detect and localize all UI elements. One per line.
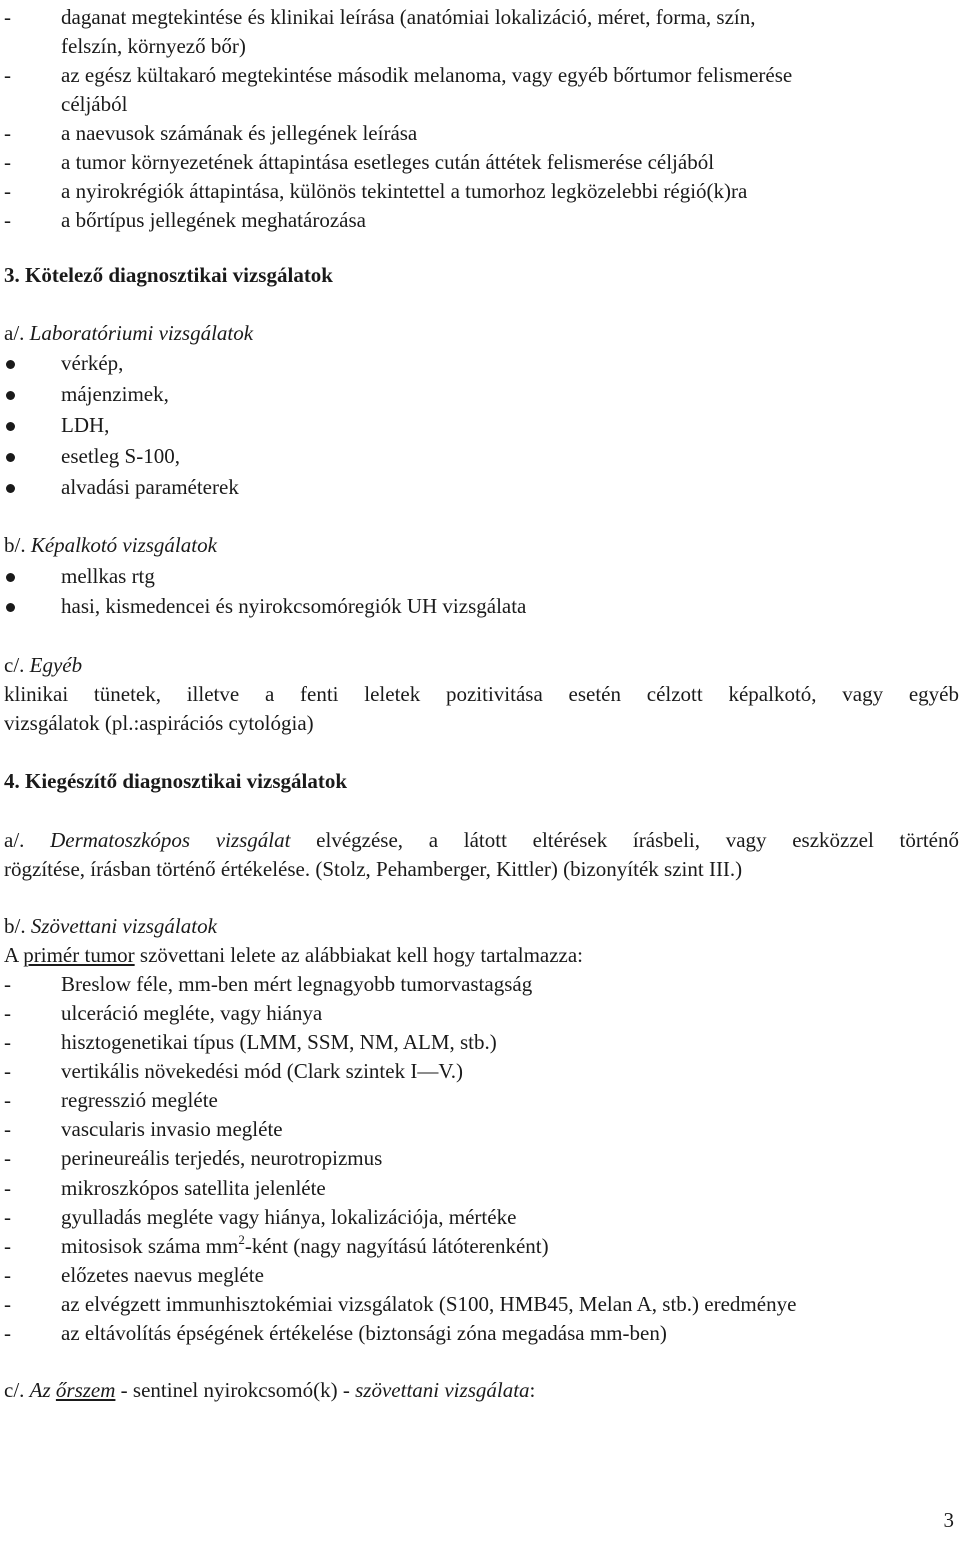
- bullet-dot: [6, 360, 15, 369]
- subsection-prefix: b/.: [4, 914, 31, 938]
- paragraph-line: rögzítése, írásban történő értékelése. (Stolz, Pehamberger, Kittler) (bizonyíték szint III.): [4, 857, 743, 881]
- list-item: [4, 1115, 960, 1144]
- clark-tail: V.): [438, 1059, 464, 1083]
- list-dash: -: [4, 1176, 11, 1200]
- list-item: [4, 1261, 960, 1290]
- subsection-prefix: b/.: [4, 533, 31, 557]
- subsection-title-text: Szövettani vizsgálatok: [30, 914, 217, 938]
- subsection-title-text: Az: [29, 1378, 56, 1402]
- paragraph-line: [4, 826, 959, 855]
- list-dash: -: [4, 1059, 11, 1083]
- list-item: [4, 1057, 960, 1086]
- list-item: [4, 90, 960, 119]
- bullet-text: LDH,: [61, 413, 110, 437]
- subsection-prefix: a/.: [4, 321, 30, 345]
- list-dash: -: [4, 1234, 11, 1258]
- list-dash: -: [4, 972, 11, 996]
- list-item-text: a naevusok számának és jellegének leírása: [61, 121, 418, 145]
- section-heading: 3. Kötelező diagnosztikai vizsgálatok: [4, 263, 333, 287]
- list-item-text: az eltávolítás épségének értékelése (biztonsági zóna megadása mm-ben): [61, 1321, 667, 1345]
- section-heading: 4. Kiegészítő diagnosztikai vizsgálatok: [4, 769, 347, 793]
- list-item: [4, 970, 960, 999]
- list-item: [4, 119, 960, 148]
- clark-text: vertikális növekedési mód (Clark szintek I: [61, 1059, 418, 1083]
- list-item-text: az egész kültakaró megtekintése második melanoma, vagy egyéb bőrtumor felismerése: [61, 63, 793, 87]
- list-item-text: perineureális terjedés, neurotropizmus: [61, 1146, 383, 1170]
- list-item-text: a bőrtípus jellegének meghatározása: [61, 208, 366, 232]
- list-item: [4, 1319, 960, 1348]
- list-item: [4, 3, 960, 32]
- list-dash: -: [4, 1205, 11, 1229]
- list-dash: -: [4, 1088, 11, 1112]
- bullet-text: májenzimek,: [61, 382, 169, 406]
- superscript: 2: [238, 1232, 245, 1247]
- subsection-prefix: c/.: [4, 653, 30, 677]
- mitosis-tail: -ként (nagy nagyítású látóterenként): [244, 1234, 549, 1258]
- list-dash: -: [4, 150, 11, 174]
- bullet-dot: [6, 603, 15, 612]
- list-item: [4, 1144, 960, 1173]
- paragraph-line: klinikai tünetek, illetve a fenti leletek pozitivitása esetén célzott képalkotó, vagy egyéb: [4, 682, 959, 706]
- list-dash: -: [4, 1117, 11, 1141]
- list-item: [4, 206, 960, 235]
- list-item-text: mikroszkópos satellita jelenléte: [61, 1176, 326, 1200]
- list-item: [4, 32, 960, 61]
- mitosis-text: mitosisok száma mm: [61, 1234, 239, 1258]
- list-dash: -: [4, 1146, 11, 1170]
- list-dash: -: [4, 208, 11, 232]
- subsection-title: [4, 1376, 535, 1405]
- list-item: [4, 1086, 960, 1115]
- list-item-text: [61, 1232, 549, 1261]
- bullet-dot: [6, 484, 15, 493]
- list-item-text: hisztogenetikai típus (LMM, SSM, NM, ALM, stb.): [61, 1030, 497, 1054]
- subsection-title: [4, 319, 253, 348]
- subsection-title-text: Dermatoszkópos vizsgálat: [50, 828, 291, 852]
- clark-dash: —: [417, 1059, 439, 1083]
- subsection-title-text: szövettani vizsgálata: [355, 1378, 530, 1402]
- list-item-text: felszín, környező bőr): [61, 34, 246, 58]
- subsection-title: [4, 531, 217, 560]
- list-dash: -: [4, 1321, 11, 1345]
- list-dash: -: [4, 5, 11, 29]
- bullet-dot: [6, 391, 15, 400]
- list-item: [4, 177, 960, 206]
- list-item-text: az elvégzett immunhisztokémiai vizsgálatok (S100, HMB45, Melan A, stb.) eredménye: [61, 1292, 797, 1316]
- subsection-title-text: Képalkotó vizsgálatok: [30, 533, 217, 557]
- list-item: [4, 1203, 960, 1232]
- list-item-text: ulceráció megléte, vagy hiánya: [61, 1001, 323, 1025]
- list-item: [4, 1232, 960, 1261]
- list-item-text: előzetes naevus megléte: [61, 1263, 264, 1287]
- list-item-text: regresszió megléte: [61, 1088, 218, 1112]
- colon: :: [529, 1378, 536, 1402]
- list-dash: -: [4, 1263, 11, 1287]
- bullet-dot: [6, 422, 15, 431]
- list-item: [4, 1028, 960, 1057]
- subsection-title-text: Egyéb: [29, 653, 83, 677]
- subsection-title: [4, 912, 217, 941]
- subsection-title-text: Laboratóriumi vizsgálatok: [29, 321, 254, 345]
- list-item: [4, 148, 960, 177]
- list-item: [4, 1174, 960, 1203]
- list-dash: -: [4, 63, 11, 87]
- list-dash: -: [4, 1292, 11, 1316]
- subsection-title: [4, 651, 82, 680]
- subsection-prefix: c/.: [4, 1378, 30, 1402]
- paragraph-text: elvégzése, a látott eltérések írásbeli, vagy eszközzel történő: [290, 828, 960, 852]
- list-item-text: vascularis invasio megléte: [61, 1117, 283, 1141]
- paragraph-line: [4, 941, 583, 970]
- bullet-text: alvadási paraméterek: [61, 475, 239, 499]
- bullet-dot: [6, 453, 15, 462]
- list-item: [4, 999, 960, 1028]
- subsection-prefix: a/.: [4, 828, 51, 852]
- bullet-text: vérkép,: [61, 351, 124, 375]
- list-item-text: daganat megtekintése és klinikai leírása (anatómiai lokalizáció, méret, forma, szín,: [61, 5, 756, 29]
- bullet-dot: [6, 573, 15, 582]
- intro-text: A: [4, 943, 24, 967]
- underlined-term: primér tumor: [23, 943, 135, 967]
- bullet-text: hasi, kismedencei és nyirokcsomóregiók UH vizsgálata: [61, 594, 527, 618]
- underlined-term: őrszem: [55, 1378, 116, 1402]
- intro-text: szövettani lelete az alábbiakat kell hogy tartalmazza:: [134, 943, 584, 967]
- page-number: 3: [943, 1508, 954, 1532]
- list-item-text: gyulladás megléte vagy hiánya, lokalizációja, mértéke: [61, 1205, 517, 1229]
- list-item-text: a tumor környezetének áttapintása esetleges cután áttétek felismerése céljából: [61, 150, 715, 174]
- bullet-text: mellkas rtg: [61, 564, 155, 588]
- list-item-text: Breslow féle, mm-ben mért legnagyobb tumorvastagság: [61, 972, 533, 996]
- subsection-mid-text: - sentinel nyirokcsomó(k) -: [115, 1378, 356, 1402]
- list-item-text: a nyirokrégiók áttapintása, különös tekintettel a tumorhoz legközelebbi régió(k)ra: [61, 179, 748, 203]
- list-item-text: céljából: [61, 92, 128, 116]
- paragraph-line: vizsgálatok (pl.:aspirációs cytológia): [4, 711, 314, 735]
- list-dash: -: [4, 179, 11, 203]
- bullet-text: esetleg S-100,: [61, 444, 180, 468]
- list-dash: -: [4, 121, 11, 145]
- list-dash: -: [4, 1001, 11, 1025]
- list-item: [4, 61, 960, 90]
- list-item: [4, 1290, 960, 1319]
- list-dash: -: [4, 1030, 11, 1054]
- list-item-text: [61, 1057, 463, 1086]
